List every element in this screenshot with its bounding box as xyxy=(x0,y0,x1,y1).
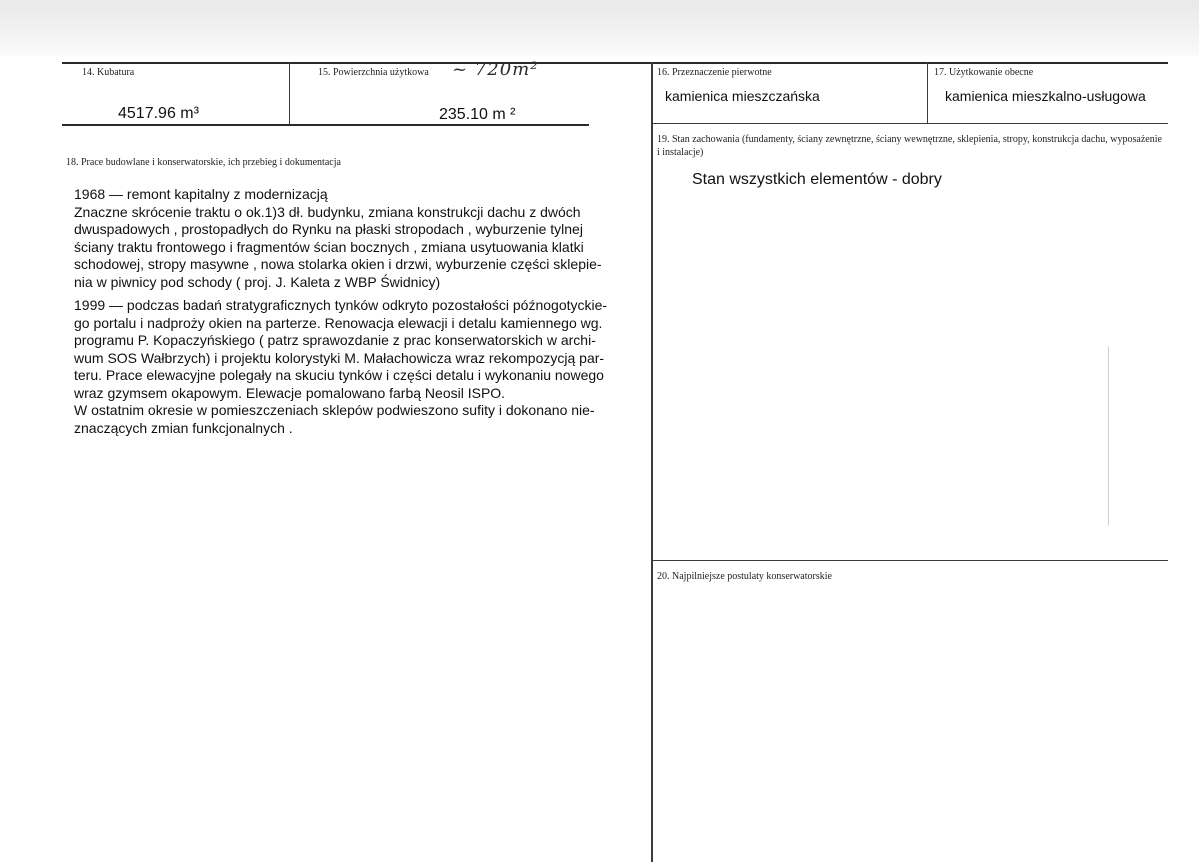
powierzchnia-value: 235.10 m ² xyxy=(439,106,516,123)
scan-artifact-line xyxy=(1108,346,1109,526)
paragraph-line: znaczących zmian funkcjonalnych . xyxy=(74,419,293,436)
kubatura-value: 4517.96 m³ xyxy=(118,105,199,122)
row1-bottom-border-right xyxy=(651,123,1168,124)
powierzchnia-label: 15. Powierzchnia użytkowa xyxy=(318,67,429,78)
record-card xyxy=(62,56,1168,846)
divider-15-16 xyxy=(651,62,653,862)
postulaty-label: 20. Najpilniejsze postulaty konserwatorskie xyxy=(657,571,832,582)
przeznaczenie-value: kamienica mieszczańska xyxy=(665,88,820,104)
paragraph-line: wum SOS Wałbrzych) i projektu kolorystyki M. Małachowicza wraz rekompozycją par- xyxy=(74,349,605,366)
prace-budowlane-label: 18. Prace budowlane i konserwatorskie, ich przebieg i dokumentacja xyxy=(66,157,341,168)
row1-top-border xyxy=(62,62,1168,64)
paragraph-line: 1968 — remont kapitalny z modernizacją xyxy=(74,186,328,202)
paragraph-line: dwuspadowych , prostopadłych do Rynku na płaski stropodach , wyburzenie tylnej xyxy=(74,221,583,237)
kubatura-label: 14. Kubatura xyxy=(82,67,135,78)
stan-zachowania-value: Stan wszystkich elementów - dobry xyxy=(692,171,942,188)
prace-1968-paragraph xyxy=(74,186,634,291)
field-19-20-separator xyxy=(652,560,1168,561)
paragraph-line: schodowej, stropy masywne , nowa stolarka okien i drzwi, wyburzenie części sklepie- xyxy=(74,256,602,272)
paragraph-line: programu P. Kopaczyńskiego ( patrz sprawozdanie z prac konserwatorskich w archi- xyxy=(74,332,596,348)
row1-bottom-border xyxy=(62,124,589,126)
paragraph-line: teru. Prace elewacyjne polegały na skuciu tynków i części detalu i wykonaniu nowego xyxy=(74,367,604,383)
divider-16-17 xyxy=(927,62,928,124)
paragraph-line: ściany traktu frontowego i fragmentów ścian bocznych , zmiana usytuowania klatki xyxy=(74,238,584,255)
powierzchnia-handwritten-note: ~ 720m² xyxy=(452,59,539,80)
paragraph-line: go portalu i nadproży okien na parterze. Renowacja elewacji i detalu kamiennego wg. xyxy=(74,314,603,331)
paragraph-line: wraz gzymsem okapowym. Elewacje pomalowano farbą Neosil ISPO. xyxy=(74,384,506,401)
paragraph-line: Znaczne skrócenie traktu o ok.1)3 dł. budynku, zmiana konstrukcji dachu z dwóch xyxy=(74,203,581,220)
przeznaczenie-label: 16. Przeznaczenie pierwotne xyxy=(657,67,772,78)
prace-1999-paragraph xyxy=(74,297,634,437)
uzytkowanie-label: 17. Użytkowanie obecne xyxy=(934,67,1034,78)
scan-top-band xyxy=(0,0,1199,56)
uzytkowanie-value: kamienica mieszkalno-usługowa xyxy=(945,88,1146,104)
paragraph-line: W ostatnim okresie w pomieszczeniach sklepów podwieszono sufity i dokonano nie- xyxy=(74,402,595,418)
paragraph-line: 1999 — podczas badań stratygraficznych tynków odkryto pozostałości późnogotyckie- xyxy=(74,297,608,313)
divider-14-15 xyxy=(289,62,290,125)
paragraph-line: nia w piwnicy pod schody ( proj. J. Kaleta z WBP Świdnicy) xyxy=(74,273,441,290)
stan-zachowania-label: 19. Stan zachowania (fundamenty, ściany zewnętrzne, ściany wewnętrzne, sklepienia, stropy, konstrukcja dachu, wyposażenie i instalacje) xyxy=(657,134,1162,158)
